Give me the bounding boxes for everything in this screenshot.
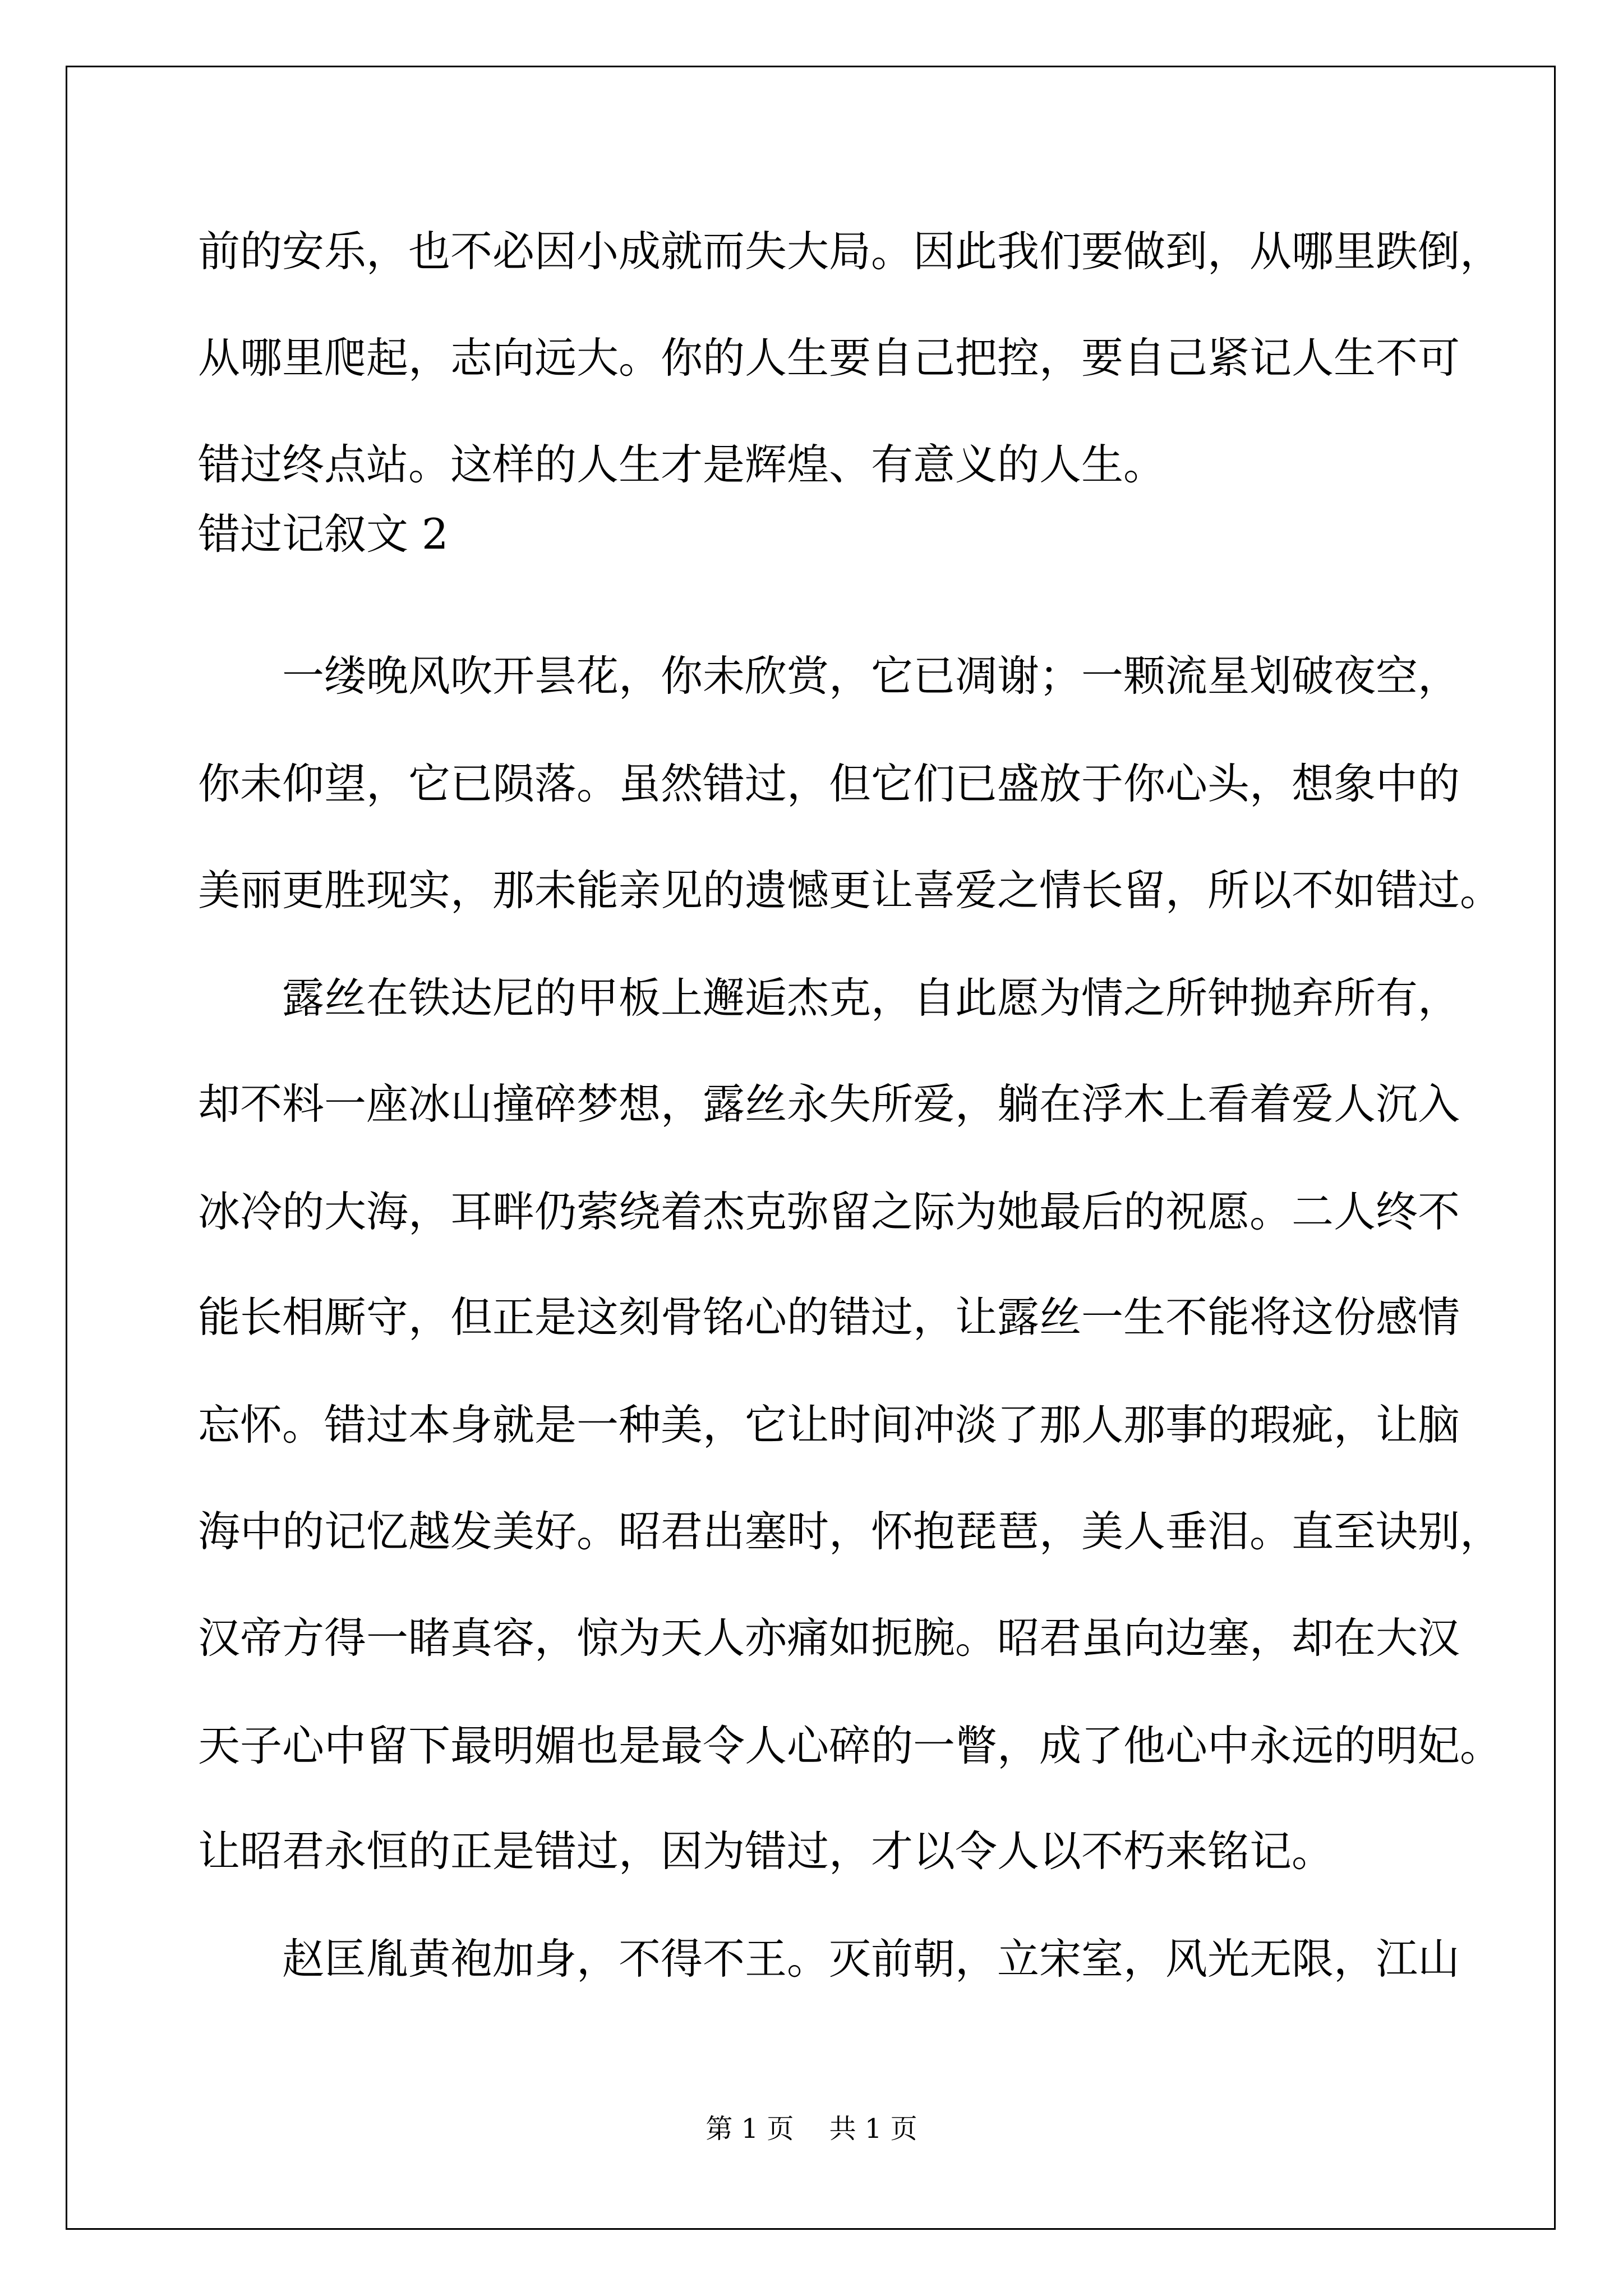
text-line: 海中的记忆越发美好。昭君出塞时，怀抱琵琶，美人垂泪。直至诀别， <box>198 1507 1502 1556</box>
text-line: 错过终点站。这样的人生才是辉煌、有意义的人生。 <box>198 440 1166 489</box>
section-heading: 错过记叙文 2 <box>198 509 449 559</box>
text-line: 汉帝方得一睹真容，惊为天人亦痛如扼腕。昭君虽向边塞，却在大汉 <box>198 1613 1460 1663</box>
text-line: 前的安乐，也不必因小成就而失大局。因此我们要做到，从哪里跌倒， <box>198 227 1502 276</box>
text-line: 能长相厮守，但正是这刻骨铭心的错过，让露丝一生不能将这份感情 <box>198 1292 1460 1342</box>
text-line: 一缕晚风吹开昙花，你未欣赏，它已凋谢；一颗流星划破夜空， <box>198 651 1460 701</box>
text-line: 让昭君永恒的正是错过，因为错过，才以令人以不朽来铭记。 <box>198 1826 1334 1876</box>
text-line: 却不料一座冰山撞碎梦想，露丝永失所爱，躺在浮木上看着爱人沉入 <box>198 1079 1460 1129</box>
text-line: 你未仰望，它已陨落。虽然错过，但它们已盛放于你心头，想象中的 <box>198 759 1460 808</box>
page-border <box>66 66 1556 2230</box>
text-line: 露丝在铁达尼的甲板上邂逅杰克，自此愿为情之所钟抛弃所有， <box>198 973 1460 1023</box>
text-line: 忘怀。错过本身就是一种美，它让时间冲淡了那人那事的瑕疵，让脑 <box>198 1400 1460 1450</box>
text-line: 美丽更胜现实，那未能亲见的遗憾更让喜爱之情长留，所以不如错过。 <box>198 866 1502 915</box>
page-footer: 第 1 页 共 1 页 <box>706 2113 917 2145</box>
text-line: 天子心中留下最明媚也是最令人心碎的一瞥，成了他心中永远的明妃。 <box>198 1721 1502 1770</box>
text-line: 冰冷的大海，耳畔仍萦绕着杰克弥留之际为她最后的祝愿。二人终不 <box>198 1187 1460 1236</box>
text-line: 从哪里爬起，志向远大。你的人生要自己把控，要自己紧记人生不可 <box>198 333 1460 383</box>
text-line: 赵匡胤黄袍加身，不得不王。灭前朝，立宋室，风光无限，江山 <box>198 1934 1460 1984</box>
